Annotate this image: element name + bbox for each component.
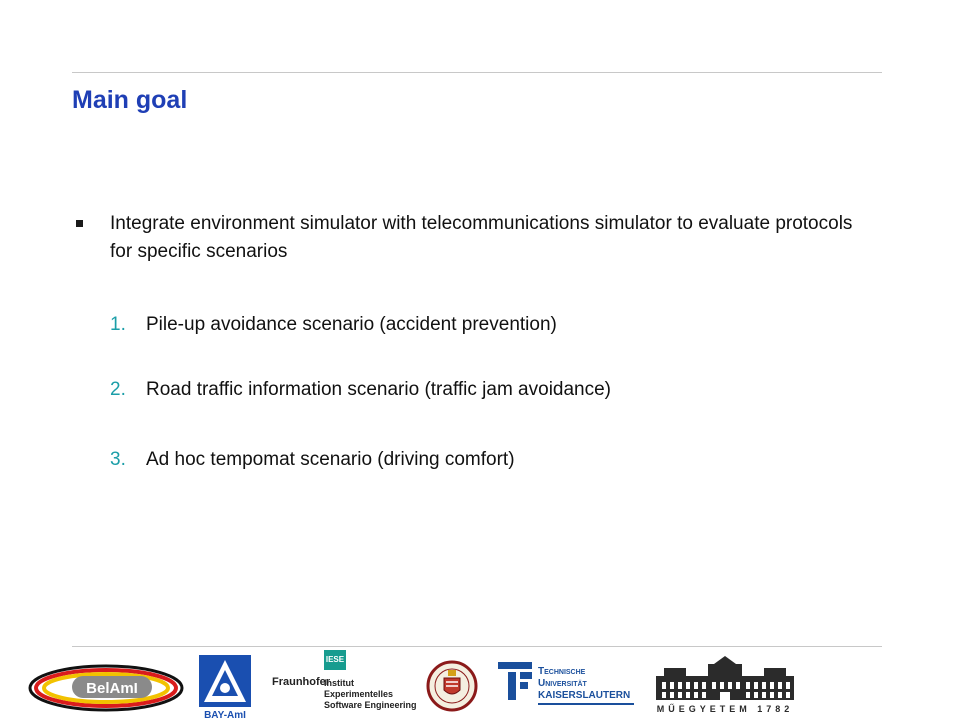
bay-ami-logo	[198, 654, 252, 720]
tu-text	[538, 666, 634, 705]
square-bullet-icon	[72, 210, 110, 266]
belami-logo-text: BelAmI	[86, 680, 138, 697]
bay-ami-logo-text: BAY-AmI	[204, 710, 246, 720]
university-seal-logo	[426, 656, 478, 718]
tu-line-2: KAISERSLAUTERN	[538, 690, 634, 705]
tu-mark-icon	[498, 662, 534, 702]
list-item-number: 1.	[110, 314, 126, 335]
list-item	[110, 311, 870, 339]
bme-caption: MŰEGYETEM 1782	[656, 704, 794, 714]
partner-logo-strip	[0, 648, 960, 720]
list-item	[110, 446, 870, 474]
list-item-text: Road traffic information scenario (traffic jam avoidance)	[146, 379, 612, 400]
tu-kaiserslautern-logo	[498, 658, 638, 710]
list-item-text: Ad hoc tempomat scenario (driving comfort)	[146, 449, 515, 470]
bme-logo	[654, 656, 796, 716]
top-divider	[72, 72, 882, 73]
main-bullet	[72, 210, 872, 266]
belami-logo	[26, 654, 186, 718]
institut-line-1: Institut	[324, 678, 354, 688]
fraunhofer-name: Fraunhofer	[272, 676, 331, 688]
institut-line-3: Software Engineering	[324, 700, 417, 710]
fraunhofer-iese-logo	[272, 648, 422, 720]
main-bullet-text: Integrate environment simulator with telecommunications simulator to evaluate protocols for specific scenarios	[110, 213, 853, 262]
bme-building-icon	[654, 656, 796, 702]
list-item-number: 3.	[110, 449, 126, 470]
bottom-divider	[72, 646, 882, 647]
tu-line-1: Technische Universität	[538, 666, 587, 689]
institut-text	[324, 678, 417, 711]
slide-title: Main goal	[72, 86, 188, 114]
list-item	[110, 376, 870, 404]
institut-line-2: Experimentelles	[324, 689, 394, 699]
list-item-number: 2.	[110, 379, 126, 400]
list-item-text: Pile-up avoidance scenario (accident prevention)	[146, 314, 557, 335]
iese-badge: IESE	[324, 650, 346, 670]
